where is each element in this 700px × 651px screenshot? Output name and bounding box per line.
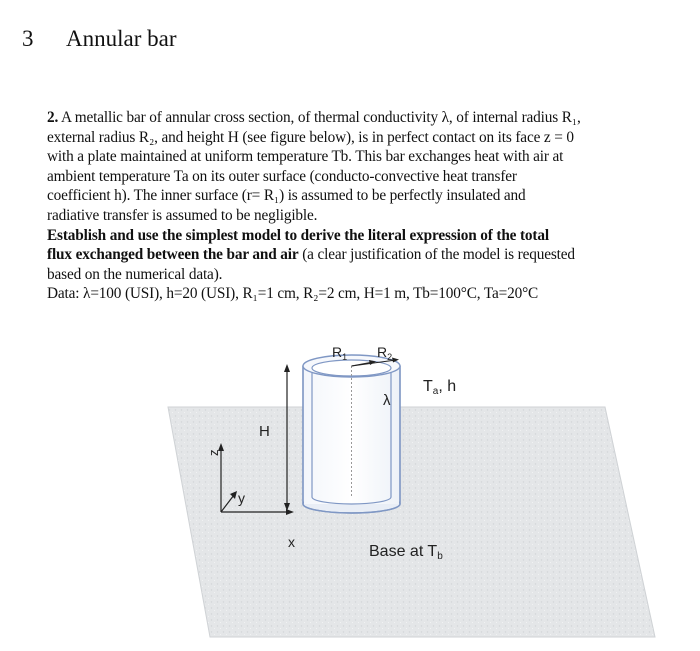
task-line-1: Establish and use the simplest model to derive the literal expression of the total [47,226,549,244]
r1-label: $R_1$ [332,344,348,362]
problem-number: 2. [47,109,59,126]
z-axis-label: z [206,449,221,456]
problem-line-6: radiative transfer is assumed to be negligible. [47,206,318,224]
problem-line-1: 2. A metallic bar of annular cross section, of thermal conductivity λ, of internal radius R₁, [47,109,581,126]
task-line-2: flux exchanged between the bar and air (a clear justification of the model is requested [47,246,575,264]
problem-line-3: with a plate maintained at uniform temperature Tb. This bar exchanges heat with air at [47,148,564,166]
y-axis-label: y [238,490,245,506]
base-plate [168,407,655,637]
problem-line-2: external radius R₂, and height H (see figure below), is in perfect contact on its face z = 0 [47,128,574,146]
problem-line-4: ambient temperature Ta on its outer surface (conducto-convective heat transfer [47,167,517,185]
lambda-label: λ [383,392,391,409]
section-number: 3 [22,26,34,51]
r2-label: $R_2$ [377,344,393,362]
section-title: Annular bar [66,26,177,51]
ta-h-label: Ta, h [423,378,457,397]
problem-line-5: coefficient h). The inner surface (r= R₁) is assumed to be perfectly insulated and [47,187,526,205]
base-label: Base at Tb [369,543,443,562]
height-label: H [259,423,270,440]
height-arrow-top [284,364,290,372]
task-line-3: based on the numerical data). [47,265,223,283]
x-axis-label: x [288,534,295,550]
data-line: Data: λ=100 (USI), h=20 (USI), R₁=1 cm, R₂=2 cm, H=1 m, Tb=100°C, Ta=20°C [47,285,539,303]
